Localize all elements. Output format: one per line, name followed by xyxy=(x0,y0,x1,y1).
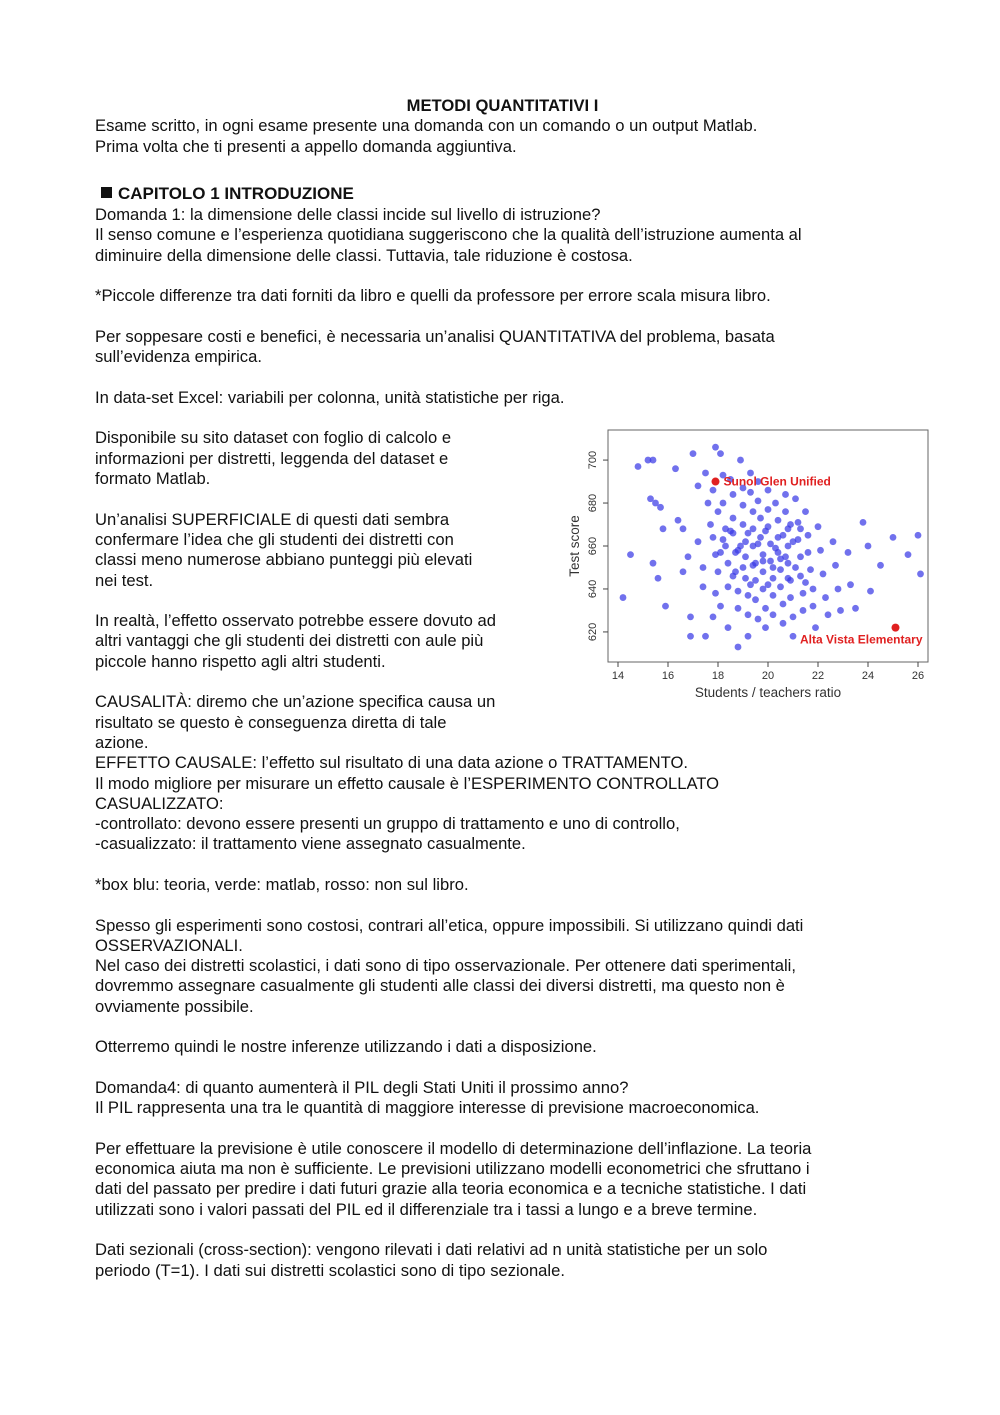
text-line: utilizzati sono i valori passati del PIL ed il differenziale tra i tassi a lungo e a breve termine. xyxy=(95,1199,758,1219)
data-point xyxy=(680,526,687,533)
text-line: CAUSALITÀ: diremo che un’azione specifica causa un xyxy=(95,692,496,712)
data-point xyxy=(787,522,794,529)
data-point xyxy=(812,625,819,632)
data-point xyxy=(680,569,687,576)
y-tick-label: 640 xyxy=(587,580,599,599)
text-line: informazioni per distretti, leggenda del dataset e xyxy=(95,448,449,468)
data-point xyxy=(777,567,784,574)
data-point xyxy=(702,470,709,477)
chapter-heading xyxy=(101,183,910,205)
text-line: In realtà, l’effetto osservato potrebbe essere dovuto ad xyxy=(95,611,496,631)
data-point xyxy=(722,543,729,550)
data-point xyxy=(785,575,792,582)
data-point xyxy=(917,571,924,578)
data-point xyxy=(802,509,809,516)
data-point xyxy=(760,552,767,559)
data-point xyxy=(805,532,812,539)
data-point xyxy=(797,573,804,580)
data-point xyxy=(867,588,874,595)
text-line: Il PIL rappresenta una tra le quantità di maggiore interesse di previsione macroeconomica. xyxy=(95,1098,760,1118)
data-point xyxy=(700,584,707,591)
text-line: dovremmo assegnare casualmente gli studenti alle classi dei diversi distretti, ma questo non è xyxy=(95,976,785,996)
data-point xyxy=(740,502,747,509)
chapter-heading-label: CAPITOLO 1 INTRODUZIONE xyxy=(118,184,354,204)
data-point xyxy=(797,554,804,561)
data-point xyxy=(792,565,799,572)
document-page xyxy=(95,96,925,1281)
text-line: diminuire della dimensione delle classi. Tuttavia, tale riduzione è costosa. xyxy=(95,245,633,265)
data-point xyxy=(765,582,772,589)
text-line: economica aiuta ma non è sufficiente. Le previsioni utilizzano modelli econometrici che sfruttano i xyxy=(95,1159,810,1179)
x-tick-label: 14 xyxy=(611,670,625,683)
data-point xyxy=(847,582,854,589)
text-line: sull’evidenza empirica. xyxy=(95,347,262,367)
y-tick-label: 680 xyxy=(587,494,599,513)
data-point xyxy=(795,519,802,526)
data-point xyxy=(712,444,719,451)
x-tick-label: 20 xyxy=(761,670,775,683)
text-line: nei test. xyxy=(95,570,154,590)
data-point xyxy=(762,605,769,612)
highlight-point xyxy=(712,478,720,486)
intro-line-1: Esame scritto, in ogni esame presente una domanda con un comando o un output Matlab. xyxy=(95,116,758,136)
data-point xyxy=(717,451,724,458)
data-point xyxy=(735,644,742,651)
data-point xyxy=(790,539,797,546)
y-tick-label: 700 xyxy=(587,451,599,470)
data-point xyxy=(785,560,792,567)
highlight-label: Alta Vista Elementary xyxy=(799,633,923,648)
text-line: Otterremo quindi le nostre inferenze utilizzando i dati a disposizione. xyxy=(95,1037,597,1057)
data-point xyxy=(715,569,722,576)
text-line: azione. xyxy=(95,732,149,752)
data-point xyxy=(762,625,769,632)
data-point xyxy=(760,558,767,565)
data-point xyxy=(695,483,702,490)
data-point xyxy=(750,562,757,569)
data-point xyxy=(735,605,742,612)
data-point xyxy=(725,560,732,567)
data-point xyxy=(660,526,667,533)
data-point xyxy=(772,500,779,507)
data-point xyxy=(717,603,724,610)
highlight-point xyxy=(892,624,900,632)
text-line: Domanda4: di quanto aumenterà il PIL degli Stati Uniti il prossimo anno? xyxy=(95,1077,629,1097)
text-line: periodo (T=1). I dati sui distretti scolastici sono di tipo sezionale. xyxy=(95,1260,565,1280)
data-point xyxy=(747,489,754,496)
data-point xyxy=(760,569,767,576)
data-point xyxy=(797,526,804,533)
data-point xyxy=(780,532,787,539)
data-point xyxy=(700,565,707,572)
data-point xyxy=(780,601,787,608)
text-line: Il modo migliore per misurare un effetto causale è l’ESPERIMENTO CONTROLLATO xyxy=(95,773,720,793)
text-line: *Piccole differenze tra dati forniti da libro e quelli da professore per errore scala misura libro. xyxy=(95,286,771,306)
data-point xyxy=(837,607,844,614)
data-point xyxy=(627,552,634,559)
data-point xyxy=(740,565,747,572)
text-line: *box blu: teoria, verde: matlab, rosso: non sul libro. xyxy=(95,874,469,894)
data-point xyxy=(877,562,884,569)
text-line: formato Matlab. xyxy=(95,469,211,489)
data-point xyxy=(690,451,697,458)
data-point xyxy=(742,554,749,561)
text-line: Il senso comune e l’esperienza quotidiana suggeriscono che la qualità dell’istruzione aumenta al xyxy=(95,225,802,245)
data-point xyxy=(890,534,897,541)
data-point xyxy=(717,549,724,556)
data-point xyxy=(710,614,717,621)
data-point xyxy=(807,567,814,574)
data-point xyxy=(790,614,797,621)
data-point xyxy=(740,522,747,529)
x-tick-label: 24 xyxy=(861,670,875,683)
data-point xyxy=(745,530,752,537)
data-point xyxy=(757,534,764,541)
data-point xyxy=(830,539,837,546)
text-line: confermare l’idea che gli studenti dei distretti con xyxy=(95,529,454,549)
data-point xyxy=(687,633,694,640)
data-point xyxy=(915,532,922,539)
text-line: classi meno numerose abbiano punteggi più elevati xyxy=(95,550,473,570)
data-point xyxy=(777,584,784,591)
data-point xyxy=(905,552,912,559)
data-point xyxy=(860,519,867,526)
data-point xyxy=(765,507,772,514)
x-tick-label: 26 xyxy=(911,670,925,683)
data-point xyxy=(775,517,782,524)
data-point xyxy=(735,547,742,554)
data-point xyxy=(745,592,752,599)
x-tick-label: 18 xyxy=(711,670,725,683)
data-point xyxy=(755,616,762,623)
data-point xyxy=(672,466,679,473)
data-point xyxy=(780,620,787,627)
data-point xyxy=(687,614,694,621)
data-point xyxy=(730,515,737,522)
data-point xyxy=(770,565,777,572)
left-column xyxy=(95,428,565,753)
data-point xyxy=(635,464,642,471)
data-point xyxy=(755,498,762,505)
text-line: EFFETTO CAUSALE: l’effetto sul risultato di una data azione o TRATTAMENTO. xyxy=(95,753,688,773)
data-point xyxy=(800,590,807,597)
data-point xyxy=(762,528,769,535)
data-point xyxy=(767,558,774,565)
data-point xyxy=(752,597,759,604)
data-point xyxy=(802,580,809,587)
text-line: piccole hanno rispetto agli altri studenti. xyxy=(95,651,386,671)
text-line: ovviamente possibile. xyxy=(95,996,254,1016)
x-tick-label: 16 xyxy=(661,670,675,683)
data-point xyxy=(705,500,712,507)
data-point xyxy=(790,633,797,640)
text-line: Disponibile su sito dataset con foglio di calcolo e xyxy=(95,428,452,448)
y-tick-label: 660 xyxy=(587,537,599,556)
data-point xyxy=(770,612,777,619)
data-point xyxy=(805,549,812,556)
text-line: OSSERVAZIONALI. xyxy=(95,935,243,955)
text-line: Nel caso dei distretti scolastici, i dati sono di tipo osservazionale. Per ottenere dati sperimentali, xyxy=(95,956,796,976)
data-point xyxy=(685,554,692,561)
data-point xyxy=(750,509,757,516)
data-point xyxy=(742,575,749,582)
text-with-figure xyxy=(95,428,925,753)
data-point xyxy=(695,539,702,546)
text-line: -casualizzato: il trattamento viene assegnato casualmente. xyxy=(95,834,526,854)
highlight-label: Sunol Glen Unified xyxy=(723,475,831,490)
data-point xyxy=(782,554,789,561)
data-point xyxy=(810,586,817,593)
text-line: Spesso gli esperimenti sono costosi, contrari all’etica, oppure impossibili. Si utilizzano quindi dati xyxy=(95,915,804,935)
data-point xyxy=(782,491,789,498)
data-point xyxy=(730,491,737,498)
data-point xyxy=(832,562,839,569)
data-point xyxy=(620,595,627,602)
data-point xyxy=(655,575,662,582)
data-point xyxy=(817,547,824,554)
data-point xyxy=(782,509,789,516)
text-line: CASUALIZZATO: xyxy=(95,793,224,813)
scatter-chart xyxy=(565,418,935,698)
data-point xyxy=(727,528,734,535)
data-point xyxy=(747,582,754,589)
data-point xyxy=(772,545,779,552)
data-point xyxy=(657,504,664,511)
data-point xyxy=(725,584,732,591)
data-point xyxy=(825,612,832,619)
data-point xyxy=(745,633,752,640)
data-point xyxy=(845,549,852,556)
data-point xyxy=(800,607,807,614)
data-point xyxy=(720,537,727,544)
data-point xyxy=(710,534,717,541)
text-line: Domanda 1: la dimensione delle classi incide sul livello di istruzione? xyxy=(95,205,601,225)
data-point xyxy=(787,595,794,602)
data-point xyxy=(770,575,777,582)
data-point xyxy=(702,633,709,640)
data-point xyxy=(715,509,722,516)
text-line: dati del passato per predire i dati futuri grazie alla teoria economica e a tecniche statistiche. I dati xyxy=(95,1179,807,1199)
x-tick-label: 22 xyxy=(811,670,825,683)
data-point xyxy=(735,588,742,595)
text-line: altri vantaggi che gli studenti dei distretti con aule più xyxy=(95,631,484,651)
text-line: Un’analisi SUPERFICIALE di questi dati sembra xyxy=(95,509,450,529)
data-point xyxy=(707,522,714,529)
data-point xyxy=(755,541,762,548)
data-point xyxy=(822,595,829,602)
data-point xyxy=(770,592,777,599)
document-title: METODI QUANTITATIVI I xyxy=(406,96,599,115)
data-point xyxy=(720,500,727,507)
data-point xyxy=(675,517,682,524)
data-point xyxy=(710,487,717,494)
text-line: risultato se questo è conseguenza diretta di tale xyxy=(95,712,447,732)
y-tick-label: 620 xyxy=(587,623,599,642)
data-point xyxy=(820,571,827,578)
x-axis-label: Students / teachers ratio xyxy=(694,685,842,699)
data-point xyxy=(712,590,719,597)
text-line: Dati sezionali (cross-section): vengono rilevati i dati relativi ad n unità statistiche per un solo xyxy=(95,1240,768,1260)
data-point xyxy=(730,573,737,580)
data-point xyxy=(815,524,822,531)
intro-line-2: Prima volta che ti presenti a appello domanda aggiuntiva. xyxy=(95,136,517,156)
text-line: Per effettuare la previsione è utile conoscere il modello di determinazione dell’inflazione. La teoria xyxy=(95,1138,812,1158)
data-point xyxy=(662,603,669,610)
data-point xyxy=(792,496,799,503)
black-square-bullet-icon xyxy=(101,187,112,198)
data-point xyxy=(737,457,744,464)
data-point xyxy=(650,560,657,567)
data-point xyxy=(865,543,872,550)
data-point xyxy=(852,605,859,612)
text-line: -controllato: devono essere presenti un gruppo di trattamento e uno di controllo, xyxy=(95,814,680,834)
data-point xyxy=(650,457,657,464)
data-point xyxy=(810,603,817,610)
text-line: Per soppesare costi e benefici, è necessaria un’analisi QUANTITATIVA del problema, basata xyxy=(95,326,775,346)
data-point xyxy=(835,586,842,593)
data-point xyxy=(725,625,732,632)
text-line: In data-set Excel: variabili per colonna, unità statistiche per riga. xyxy=(95,387,565,407)
data-point xyxy=(745,612,752,619)
y-axis-label: Test score xyxy=(567,515,582,578)
data-point xyxy=(757,515,764,522)
